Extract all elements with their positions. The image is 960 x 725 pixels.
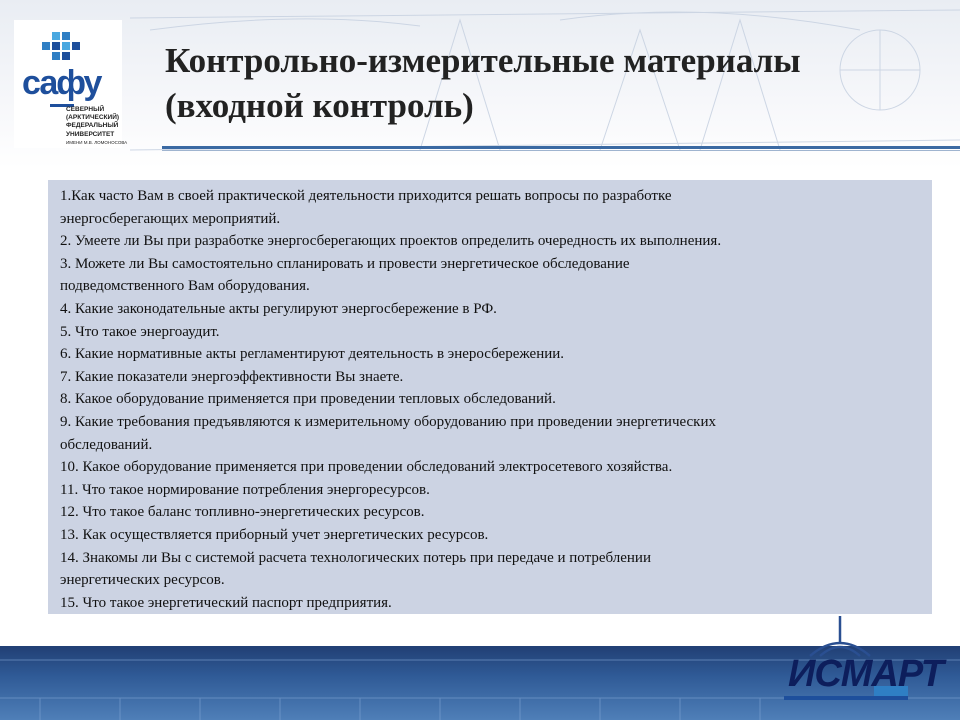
question-line: 2. Умеете ли Вы при разработке энергосберегающих проектов определить очередность их выполнения. <box>60 233 722 250</box>
question-line: 13. Как осуществляется приборный учет энергетических ресурсов. <box>60 526 489 543</box>
question-line: 11. Что такое нормирование потребления энергоресурсов. <box>60 481 430 498</box>
question-line: 12. Что такое баланс топливно-энергетических ресурсов. <box>60 504 425 521</box>
question-line: подведомственного Вам оборудования. <box>60 278 310 295</box>
question-line: 7. Какие показатели энергоэффективности Вы знаете. <box>60 368 404 385</box>
title-underline-thin <box>162 150 960 151</box>
question-line: 6. Какие нормативные акты регламентируют деятельность в энеросбережении. <box>60 346 565 363</box>
question-line: 3. Можете ли Вы самостоятельно спланировать и провести энергетическое обследование <box>60 255 630 272</box>
question-line: энергосберегающих мероприятий. <box>60 210 281 227</box>
logo-word: сафу <box>22 64 101 102</box>
title-line-1: Контрольно-измерительные материалы <box>165 41 801 80</box>
page-title <box>165 38 955 128</box>
ismart-logo <box>770 612 943 720</box>
question-line: 1.Как часто Вам в своей практической деятельности приходится решать вопросы по разработке <box>60 188 672 204</box>
question-line: 15. Что такое энергетический паспорт предприятия. <box>60 594 392 611</box>
question-line: энергетических ресурсов. <box>60 572 225 589</box>
logo-line: ФЕДЕРАЛЬНЫЙ <box>66 122 119 130</box>
logo-line: УНИВЕРСИТЕТ <box>66 130 115 138</box>
logo-line: СЕВЕРНЫЙ <box>66 106 105 113</box>
question-line: 8. Какое оборудование применяется при проведении тепловых обследований. <box>60 391 556 408</box>
question-line: 9. Какие требования предъявляются к измерительному оборудованию при проведении энергетических <box>60 413 716 430</box>
logo-subtitle <box>66 106 128 147</box>
title-underline <box>162 146 960 149</box>
question-line: 5. Что такое энергоаудит. <box>60 323 220 340</box>
logo-line-small: ИМЕНИ М.В. ЛОМОНОСОВА <box>66 139 128 145</box>
question-line: 4. Какие законодательные акты регулируют энергосбережение в РФ. <box>60 300 497 317</box>
university-logo <box>14 20 128 148</box>
ismart-word: ИСМАРТ <box>788 653 943 695</box>
questions-box <box>48 180 932 614</box>
title-line-2: (входной контроль) <box>165 86 474 125</box>
question-line: 10. Какое оборудование применяется при проведении обследований электросетевого хозяйства. <box>60 459 673 476</box>
question-line: 14. Знакомы ли Вы с системой расчета технологических потерь при передаче и потреблении <box>60 549 651 566</box>
question-line: обследований. <box>60 436 153 453</box>
logo-tiles-icon <box>42 32 82 68</box>
logo-line: (АРКТИЧЕСКИЙ) <box>66 114 120 122</box>
